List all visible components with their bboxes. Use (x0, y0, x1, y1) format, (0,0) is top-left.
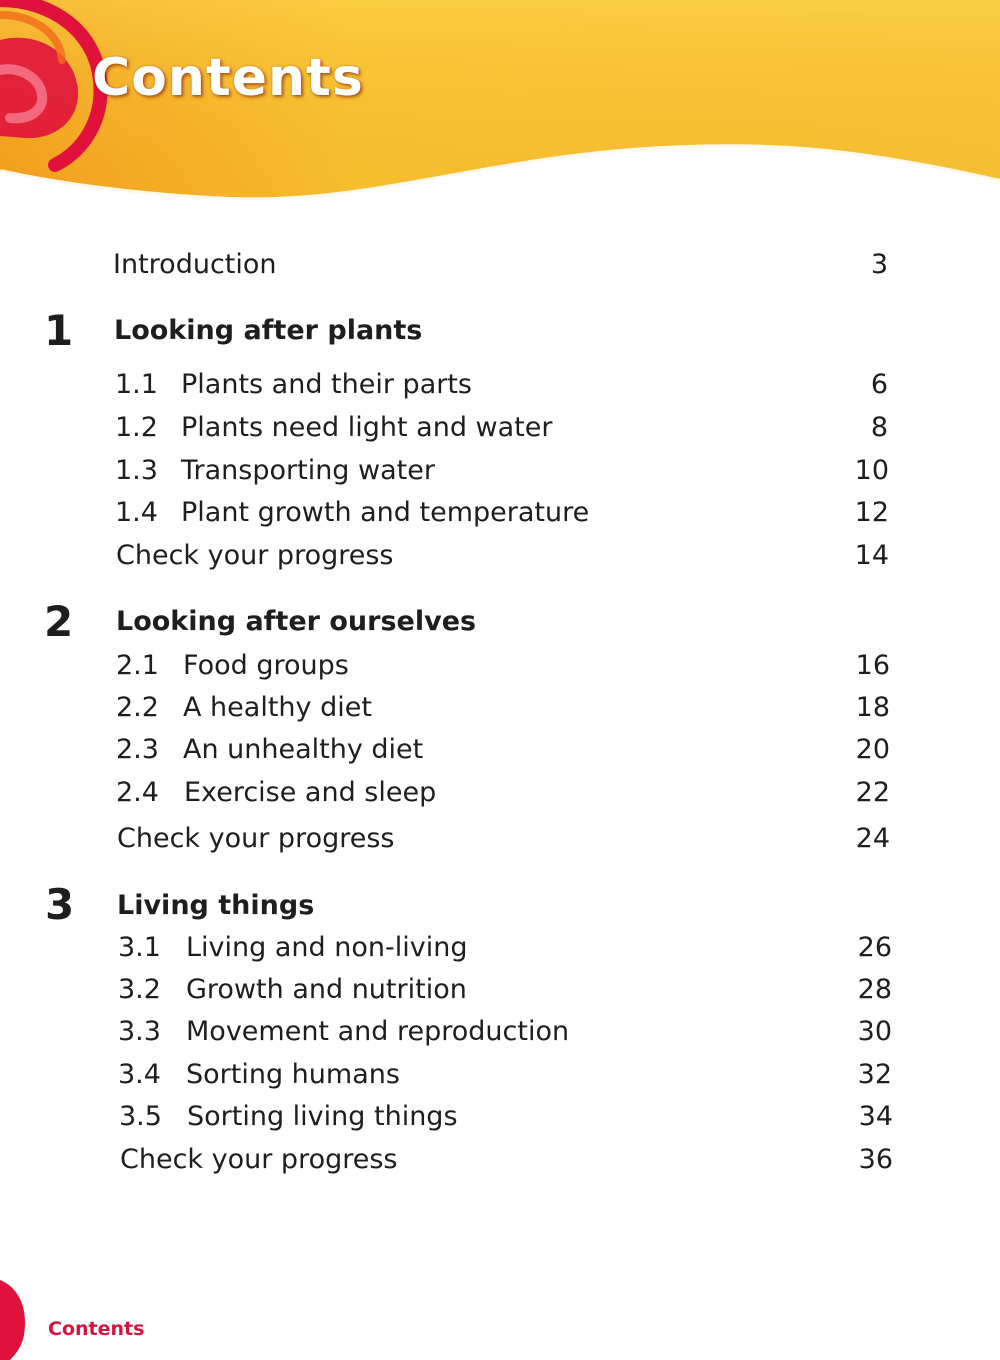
topic-page: 8 (870, 412, 888, 443)
topic-number: 3.4 (118, 1059, 161, 1090)
topic-page: 12 (854, 497, 889, 528)
unit-number: 3 (45, 880, 75, 929)
toc-topic-row[interactable] (0, 409, 1000, 447)
toc-topic-row[interactable] (0, 1098, 1000, 1136)
topic-title: Sorting humans (186, 1059, 400, 1090)
footer-label: Contents (48, 1318, 145, 1340)
footer-swirl-icon (0, 1280, 40, 1360)
toc-intro-row[interactable] (0, 246, 1000, 284)
topic-number: 1.2 (115, 412, 158, 443)
topic-page: 32 (857, 1059, 892, 1090)
progress-page: 36 (858, 1144, 893, 1175)
topic-number: 2.2 (116, 692, 159, 723)
toc-topic-row[interactable] (0, 647, 1000, 685)
topic-title: An unhealthy diet (183, 734, 424, 765)
toc-topic-row[interactable] (0, 689, 1000, 727)
progress-title: Check your progress (120, 1144, 398, 1175)
unit-title: Living things (117, 890, 315, 921)
topic-title: Plants and their parts (181, 369, 472, 400)
topic-page: 20 (855, 734, 890, 765)
page-title: Contents (92, 48, 364, 108)
toc-topic-row[interactable] (0, 774, 1000, 812)
topic-number: 2.3 (116, 734, 159, 765)
progress-page: 14 (854, 540, 889, 571)
topic-page: 26 (857, 932, 892, 963)
topic-page: 6 (870, 369, 888, 400)
topic-number: 2.1 (116, 650, 159, 681)
progress-title: Check your progress (117, 823, 395, 854)
progress-page: 24 (855, 823, 890, 854)
topic-title: Growth and nutrition (186, 974, 467, 1005)
toc-progress-row[interactable] (0, 537, 1000, 575)
topic-page: 16 (855, 650, 890, 681)
topic-number: 3.2 (118, 974, 161, 1005)
unit-number: 2 (44, 597, 74, 646)
progress-title: Check your progress (116, 540, 394, 571)
topic-number: 2.4 (116, 777, 159, 808)
toc-topic-row[interactable] (0, 929, 1000, 967)
topic-title: Living and non-living (186, 932, 468, 963)
topic-title: Food groups (183, 650, 349, 681)
topic-title: Plants need light and water (181, 412, 553, 443)
toc-topic-row[interactable] (0, 494, 1000, 532)
topic-number: 1.1 (115, 369, 158, 400)
topic-title: Movement and reproduction (186, 1016, 570, 1047)
toc-topic-row[interactable] (0, 366, 1000, 404)
topic-title: Transporting water (181, 455, 435, 486)
topic-number: 1.3 (115, 455, 158, 486)
topic-number: 3.5 (119, 1101, 162, 1132)
unit-title: Looking after ourselves (116, 606, 477, 637)
toc-topic-row[interactable] (0, 452, 1000, 490)
toc-progress-row[interactable] (0, 820, 1000, 858)
topic-title: Plant growth and temperature (181, 497, 590, 528)
topic-page: 18 (855, 692, 890, 723)
topic-title: A healthy diet (183, 692, 372, 723)
topic-page: 10 (854, 455, 889, 486)
toc-topic-row[interactable] (0, 971, 1000, 1009)
toc-topic-row[interactable] (0, 1013, 1000, 1051)
toc-intro-title: Introduction (113, 249, 277, 280)
toc-topic-row[interactable] (0, 1056, 1000, 1094)
topic-number: 1.4 (115, 497, 158, 528)
topic-number: 3.1 (118, 932, 161, 963)
topic-number: 3.3 (118, 1016, 161, 1047)
topic-title: Exercise and sleep (184, 777, 437, 808)
topic-title: Sorting living things (187, 1101, 458, 1132)
topic-page: 30 (857, 1016, 892, 1047)
toc-progress-row[interactable] (0, 1141, 1000, 1179)
unit-number: 1 (44, 306, 74, 355)
topic-page: 22 (855, 777, 890, 808)
topic-page: 34 (858, 1101, 893, 1132)
topic-page: 28 (857, 974, 892, 1005)
toc-topic-row[interactable] (0, 731, 1000, 769)
unit-title: Looking after plants (114, 315, 423, 346)
toc-intro-page: 3 (870, 249, 888, 280)
